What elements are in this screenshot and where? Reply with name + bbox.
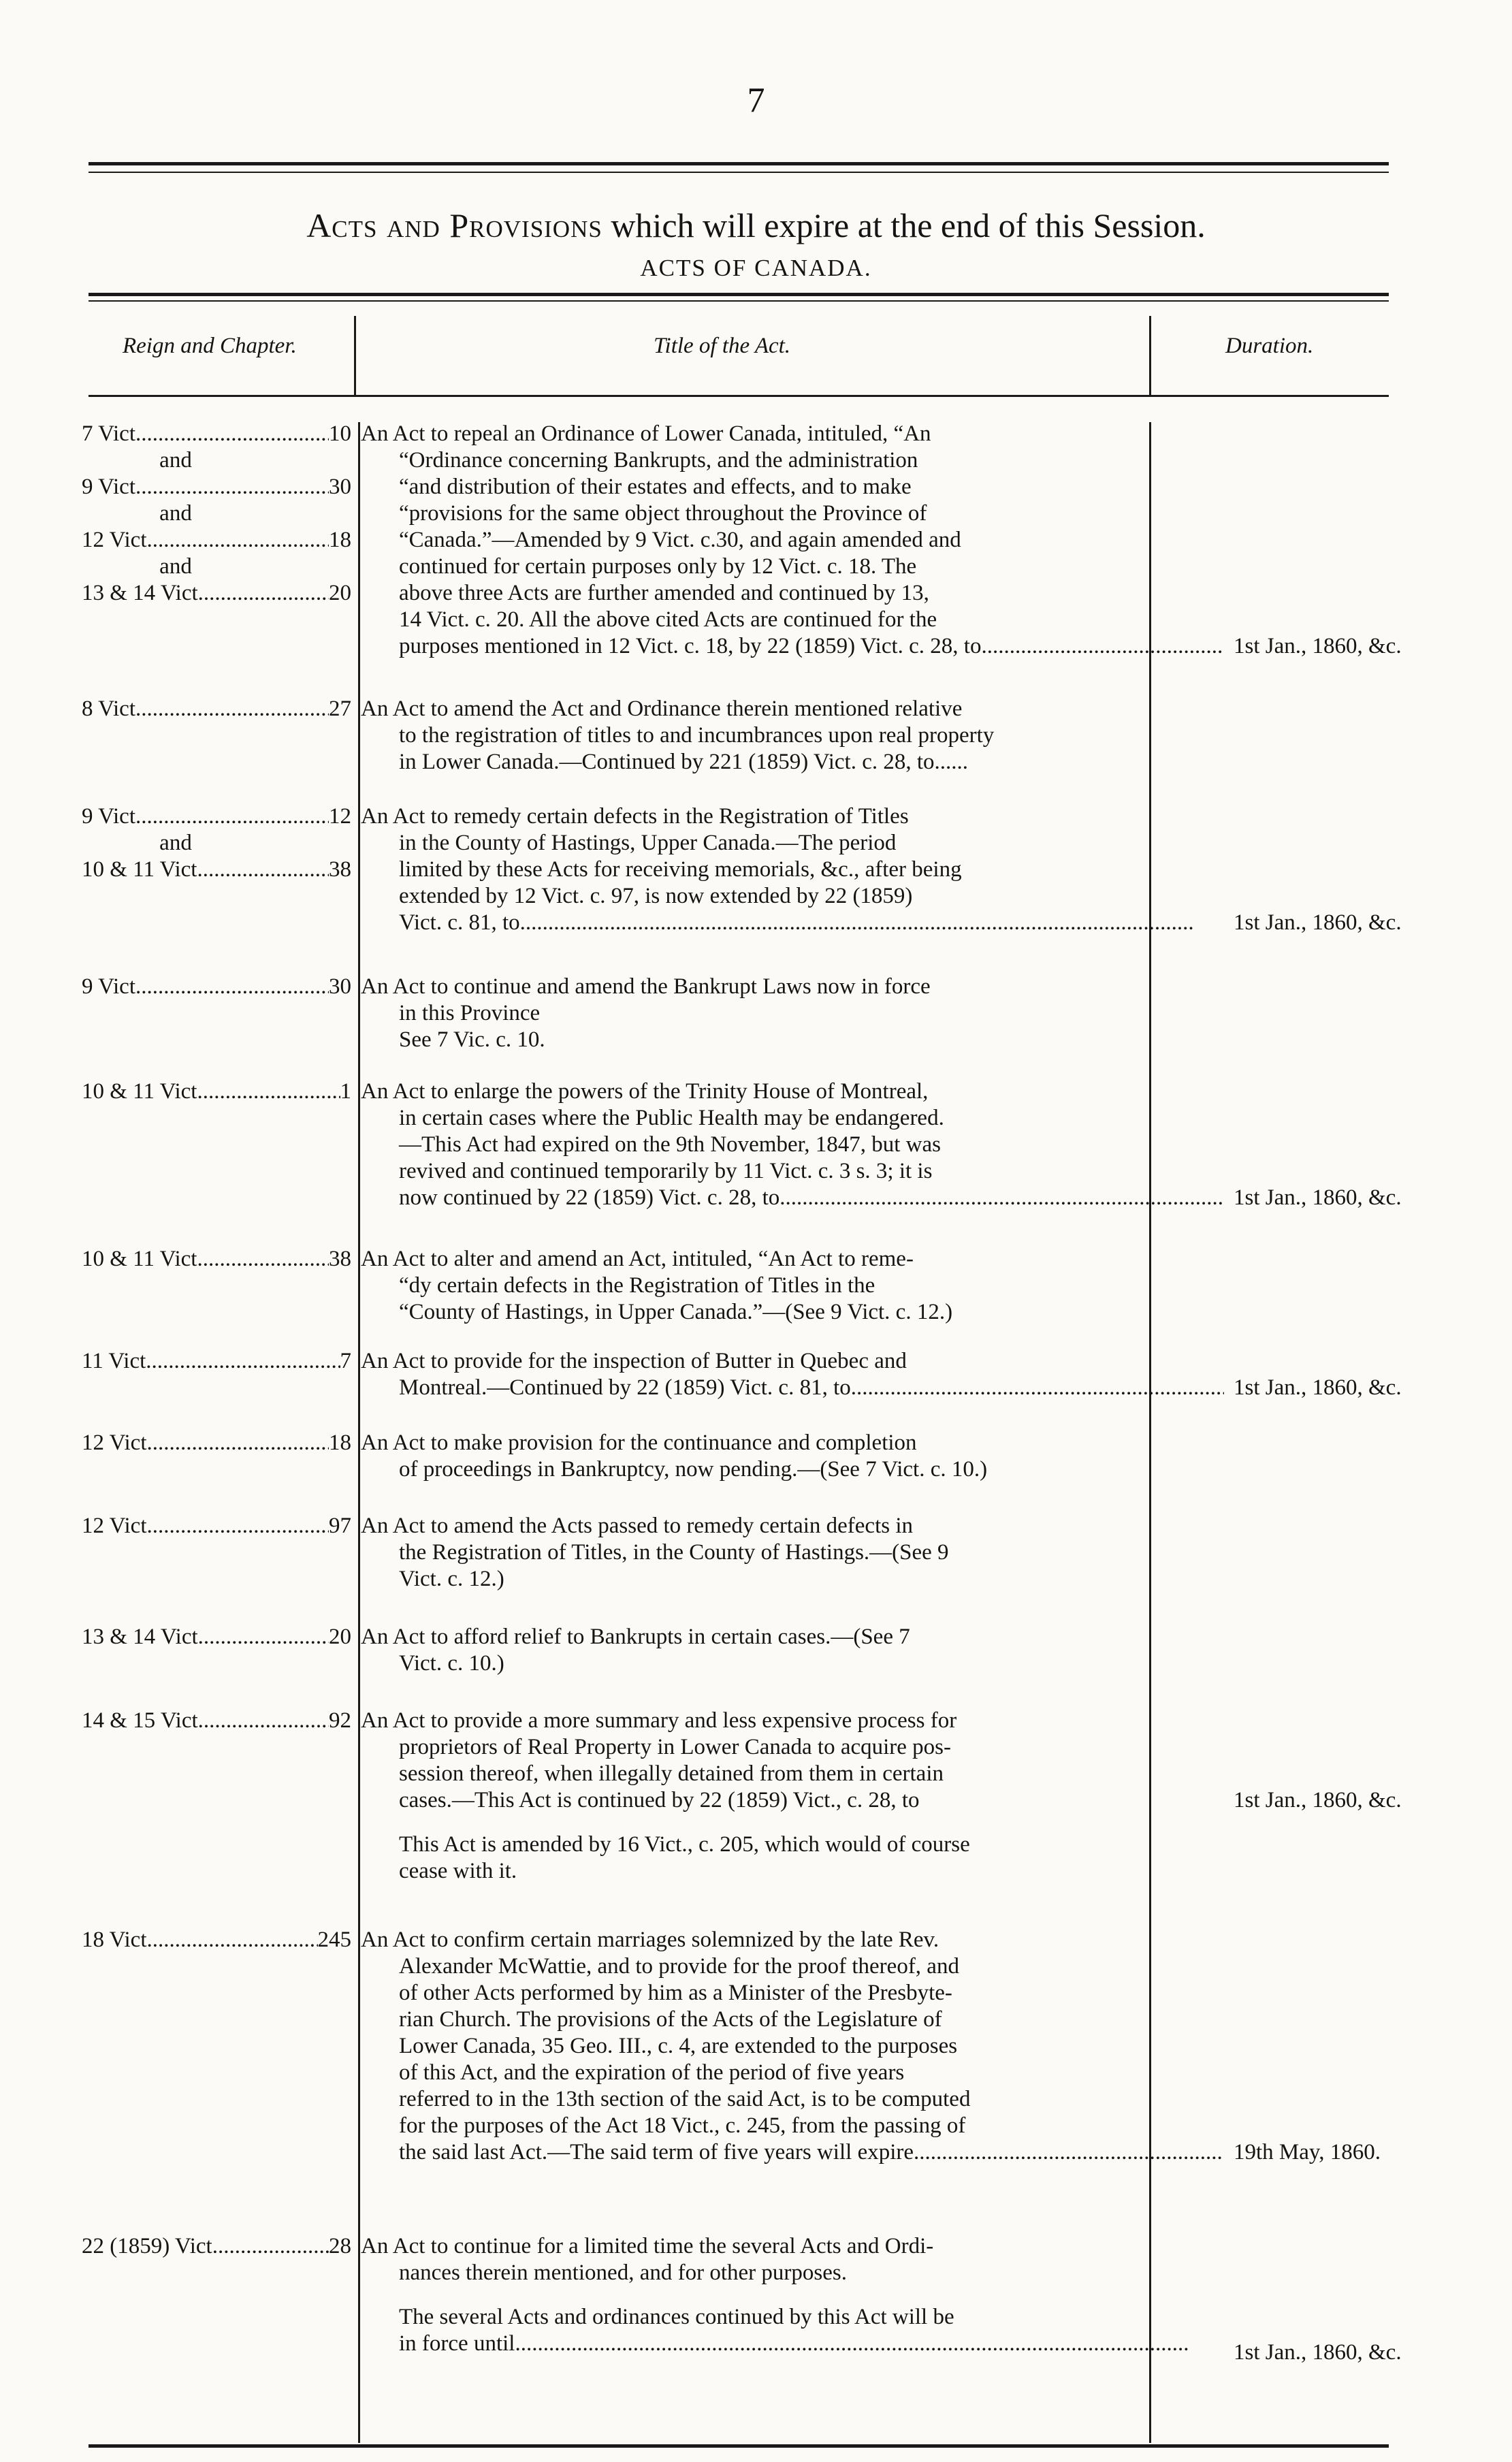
- chapter-number: 12: [329, 804, 351, 829]
- title-line: An Act to provide for the inspection of Butter in Quebec and: [361, 1349, 907, 1373]
- title-cell: [361, 974, 1224, 1053]
- title-cell: [361, 803, 1224, 936]
- reign-line: [82, 974, 351, 1000]
- dot-leader: [198, 1624, 329, 1650]
- column-divider-left: [358, 422, 360, 2443]
- title-line: extended by 12 Vict. c. 97, is now extended by 22 (1859): [399, 884, 913, 908]
- reign-cell: [82, 1513, 351, 1539]
- bottom-rule: [89, 2444, 1389, 2448]
- title-cell: [361, 1624, 1224, 1677]
- duration-cell: 1st Jan., 1860, &c.: [1234, 2340, 1402, 2365]
- title-line: rian Church. The provisions of the Acts of the Legislature of: [399, 2007, 942, 2032]
- title-text: Vict. c. 81, to: [399, 910, 520, 935]
- reign-line: [82, 1708, 351, 1734]
- dot-leader: [198, 580, 329, 607]
- page-number: 7: [747, 81, 765, 120]
- title-cell: [361, 2233, 1224, 2357]
- reign-cell: [82, 421, 351, 607]
- title-line: Vict. c. 12.): [399, 1567, 504, 1591]
- dot-leader: [147, 1430, 329, 1456]
- title-line: An Act to continue and amend the Bankrupt Laws now in force: [361, 974, 931, 999]
- reign-name: 9 Vict: [82, 475, 135, 499]
- reign-name: 9 Vict: [82, 804, 135, 829]
- reign-and: and: [159, 448, 192, 473]
- reign-cell: [82, 2233, 351, 2260]
- reign-and: and: [159, 501, 192, 526]
- dot-leader: [135, 696, 329, 722]
- note-line: [361, 2331, 1224, 2357]
- duration-cell: 19th May, 1860.: [1234, 2140, 1381, 2164]
- title-cell: [361, 1246, 1224, 1326]
- chapter-number: 20: [329, 1625, 351, 1649]
- title-line: See 7 Vic. c. 10.: [399, 1027, 545, 1052]
- title-line: 14 Vict. c. 20. All the above cited Acts are continued for the: [399, 607, 937, 632]
- title-small-caps: Acts and Provisions: [306, 206, 602, 244]
- chapter-number: 38: [329, 857, 351, 882]
- chapter-number: 20: [329, 581, 351, 605]
- chapter-number: 38: [329, 1247, 351, 1271]
- reign-line: [82, 857, 351, 883]
- chapter-number: 1: [340, 1079, 351, 1104]
- title-cell: [361, 1927, 1224, 2166]
- chapter-number: 30: [329, 475, 351, 499]
- reign-name: 7 Vict: [82, 421, 135, 446]
- reign-and: and: [159, 554, 192, 579]
- title-line: “and distribution of their estates and effects, and to make: [399, 475, 912, 499]
- chapter-number: 7: [340, 1349, 351, 1373]
- reign-line: [82, 803, 351, 830]
- dot-leader: [135, 421, 329, 447]
- reign-line: [82, 696, 351, 722]
- top-rule: [89, 162, 1389, 165]
- title-line: in this Province: [399, 1001, 541, 1025]
- reign-line: [82, 474, 351, 500]
- reign-cell: [82, 1078, 351, 1105]
- title-line: An Act to alter and amend an Act, intituled, “An Act to reme-: [361, 1247, 914, 1271]
- dot-leader: [197, 857, 329, 883]
- dot-leader: [198, 1708, 329, 1734]
- reign-line: [82, 1927, 351, 1953]
- chapter-number: 27: [329, 697, 351, 721]
- title-line: to the registration of titles to and incumbrances upon real property: [399, 723, 995, 748]
- reign-cell: [82, 803, 351, 883]
- header-duration: Duration.: [1225, 334, 1314, 358]
- title-text: purposes mentioned in 12 Vict. c. 18, by 22 (1859) Vict. c. 28, to.: [399, 634, 987, 658]
- title-line: An Act to repeal an Ordinance of Lower Canada, intituled, “An: [361, 421, 931, 446]
- reign-line: [82, 421, 351, 447]
- reign-line: [82, 1078, 351, 1105]
- title-line: “Canada.”—Amended by 9 Vict. c.30, and again amended and: [399, 528, 961, 552]
- title-cell: [361, 1708, 1224, 1885]
- header-divider-left: [354, 316, 356, 395]
- reign-line: [82, 1513, 351, 1539]
- title-line: above three Acts are further amended and continued by 13,: [399, 581, 929, 605]
- reign-cell: [82, 1624, 351, 1650]
- page-subtitle: ACTS OF CANADA.: [640, 255, 872, 281]
- header-rule-top: [89, 293, 1389, 296]
- dot-leader: [147, 1927, 318, 1953]
- reign-line: [82, 1246, 351, 1273]
- dot-leader: [147, 527, 329, 554]
- reign-name: 10 & 11 Vict: [82, 857, 197, 882]
- title-line: [361, 1375, 1224, 1401]
- title-line: “dy certain defects in the Registration of Titles in the: [399, 1273, 875, 1298]
- title-line: An Act to enlarge the powers of the Trinity House of Montreal,: [361, 1079, 929, 1104]
- reign-line: [82, 2233, 351, 2260]
- chapter-number: 97: [329, 1514, 351, 1538]
- title-text: Montreal.—Continued by 22 (1859) Vict. c. 81, to: [399, 1375, 851, 1400]
- title-line: [361, 910, 1224, 936]
- reign-name: 13 & 14 Vict: [82, 581, 198, 605]
- title-line: of other Acts performed by him as a Minister of the Presbyte-: [399, 1981, 952, 2005]
- title-cell: [361, 1348, 1224, 1401]
- title-line: An Act to confirm certain marriages solemnized by the late Rev.: [361, 1928, 939, 1952]
- chapter-number: 18: [329, 1430, 351, 1455]
- chapter-number: 30: [329, 974, 351, 999]
- reign-name: 12 Vict: [82, 1430, 147, 1455]
- reign-name: 12 Vict: [82, 1514, 147, 1538]
- note-line: cease with it.: [399, 1859, 517, 1883]
- title-line: An Act to amend the Acts passed to remedy certain defects in: [361, 1514, 913, 1538]
- reign-cell: [82, 1246, 351, 1273]
- chapter-number: 92: [329, 1708, 351, 1733]
- reign-cell: [82, 1927, 351, 1953]
- title-line: the Registration of Titles, in the County of Hastings.—(See 9: [399, 1540, 949, 1565]
- title-line: of proceedings in Bankruptcy, now pending.—(See 7 Vict. c. 10.): [399, 1457, 988, 1482]
- chapter-number: 245: [317, 1928, 351, 1952]
- title-line: An Act to continue for a limited time the several Acts and Ordi-: [361, 2234, 934, 2258]
- title-line: Vict. c. 10.): [399, 1651, 504, 1676]
- header-reign: Reign and Chapter.: [123, 334, 297, 358]
- title-cell: [361, 696, 1224, 776]
- reign-name: 8 Vict: [82, 697, 135, 721]
- dot-leader: [135, 803, 329, 830]
- header-rule-bottom: [89, 395, 1389, 397]
- reign-line: [82, 1624, 351, 1650]
- title-line: of this Act, and the expiration of the period of five years: [399, 2060, 905, 2085]
- header-rule-top-thin: [89, 300, 1389, 302]
- title-line: revived and continued temporarily by 11 Vict. c. 3 s. 3; it is: [399, 1159, 933, 1183]
- title-line: nances therein mentioned, and for other purposes.: [399, 2260, 847, 2285]
- header-divider-right: [1149, 316, 1151, 395]
- reign-cell: [82, 1348, 351, 1375]
- title-line: —This Act had expired on the 9th November, 1847, but was: [399, 1132, 942, 1157]
- note-text: in force until: [399, 2331, 515, 2356]
- duration-cell: 1st Jan., 1860, &c.: [1234, 1375, 1402, 1400]
- reign-line: [82, 1430, 351, 1456]
- title-line: cases.—This Act is continued by 22 (1859) Vict., c. 28, to: [399, 1788, 920, 1812]
- note-line: This Act is amended by 16 Vict., c. 205, which would of course: [399, 1832, 970, 1857]
- reign-line: [82, 580, 351, 607]
- reign-name: 10 & 11 Vict: [82, 1079, 197, 1104]
- title-line: [361, 1185, 1224, 1211]
- title-line: [361, 633, 1224, 660]
- header-title: Title of the Act.: [654, 334, 791, 358]
- duration-cell: 1st Jan., 1860, &c.: [1234, 910, 1402, 935]
- dot-leader: [515, 2331, 1224, 2357]
- title-line: [361, 2139, 1224, 2166]
- title-line: An Act to remedy certain defects in the Registration of Titles: [361, 804, 909, 829]
- reign-name: 12 Vict: [82, 528, 147, 552]
- reign-and: and: [159, 831, 192, 855]
- title-line: An Act to afford relief to Bankrupts in certain cases.—(See 7: [361, 1625, 910, 1649]
- dot-leader: [197, 1246, 329, 1273]
- title-text: now continued by 22 (1859) Vict. c. 28, to: [399, 1185, 780, 1210]
- dot-leader: [135, 474, 329, 500]
- title-text: the said last Act.—The said term of five years will expire: [399, 2140, 914, 2164]
- reign-cell: [82, 1708, 351, 1734]
- top-rule-thin: [89, 172, 1389, 173]
- chapter-number: 10: [329, 421, 351, 446]
- title-line: limited by these Acts for receiving memorials, &c., after being: [399, 857, 962, 882]
- title-cell: [361, 1513, 1224, 1593]
- reign-name: 22 (1859) Vict: [82, 2234, 212, 2258]
- dot-leader: [212, 2233, 329, 2260]
- title-line: “Ordinance concerning Bankrupts, and the administration: [399, 448, 918, 473]
- reign-cell: [82, 974, 351, 1000]
- title-line: “County of Hastings, in Upper Canada.”—(See 9 Vict. c. 12.): [399, 1300, 953, 1324]
- reign-name: 13 & 14 Vict: [82, 1625, 198, 1649]
- reign-name: 10 & 11 Vict: [82, 1247, 197, 1271]
- title-cell: [361, 1078, 1224, 1211]
- title-rest: which will expire at the end of this Session.: [602, 206, 1206, 244]
- reign-cell: [82, 696, 351, 722]
- title-line: An Act to provide a more summary and less expensive process for: [361, 1708, 957, 1733]
- reign-cell: [82, 1430, 351, 1456]
- title-cell: [361, 1430, 1224, 1483]
- dot-leader: [197, 1078, 340, 1105]
- title-line: continued for certain purposes only by 12 Vict. c. 18. The: [399, 554, 917, 579]
- reign-name: 9 Vict: [82, 974, 135, 999]
- title-line: proprietors of Real Property in Lower Canada to acquire pos-: [399, 1735, 951, 1759]
- reign-name: 14 & 15 Vict: [82, 1708, 198, 1733]
- title-line: in certain cases where the Public Health may be endangered.: [399, 1106, 944, 1130]
- act-note: [361, 1832, 1224, 1885]
- chapter-number: 18: [329, 528, 351, 552]
- reign-name: 11 Vict: [82, 1349, 146, 1373]
- reign-line: [82, 527, 351, 554]
- title-line: for the purposes of the Act 18 Vict., c. 245, from the passing of: [399, 2113, 966, 2138]
- title-line: session thereof, when illegally detained from them in certain: [399, 1761, 944, 1786]
- title-line: in Lower Canada.—Continued by 221 (1859) Vict. c. 28, to......: [399, 750, 969, 774]
- title-line: in the County of Hastings, Upper Canada.—The period: [399, 831, 897, 855]
- dot-leader: [520, 910, 1224, 936]
- title-line: referred to in the 13th section of the said Act, is to be computed: [399, 2087, 971, 2111]
- page-title: [0, 206, 1512, 245]
- dot-leader: [135, 974, 329, 1000]
- title-cell: [361, 421, 1224, 660]
- title-line: An Act to amend the Act and Ordinance therein mentioned relative: [361, 697, 963, 721]
- title-line: An Act to make provision for the continuance and completion: [361, 1430, 917, 1455]
- chapter-number: 28: [329, 2234, 351, 2258]
- reign-name: 18 Vict: [82, 1928, 147, 1952]
- reign-line: [82, 1348, 351, 1375]
- dot-leader: [146, 1348, 340, 1375]
- duration-cell: 1st Jan., 1860, &c.: [1234, 1788, 1402, 1812]
- act-note: [361, 2304, 1224, 2357]
- title-line: Lower Canada, 35 Geo. III., c. 4, are extended to the purposes: [399, 2034, 958, 2058]
- title-line: “provisions for the same object throughout the Province of: [399, 501, 927, 526]
- dot-leader: [147, 1513, 329, 1539]
- note-line: The several Acts and ordinances continued by this Act will be: [399, 2305, 954, 2329]
- duration-cell: 1st Jan., 1860, &c.: [1234, 634, 1402, 658]
- title-line: Alexander McWattie, and to provide for the proof thereof, and: [399, 1954, 959, 1979]
- duration-cell: 1st Jan., 1860, &c.: [1234, 1185, 1402, 1210]
